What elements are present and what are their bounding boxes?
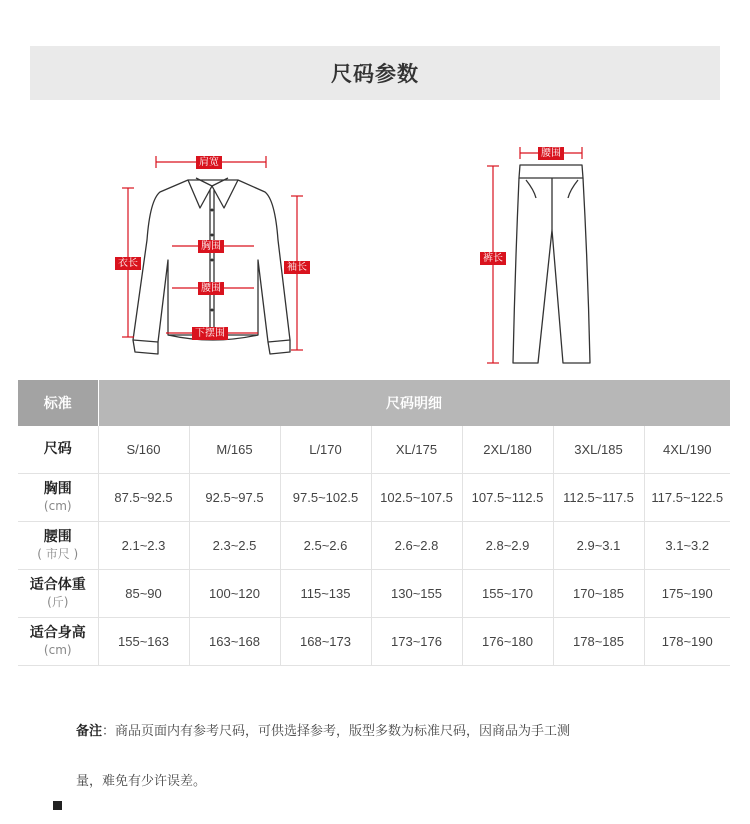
sleeve-label: 袖长	[284, 261, 310, 274]
pants-waist-label: 腰围	[538, 147, 564, 160]
table-cell: S/160	[98, 426, 189, 474]
table-cell: 176~180	[462, 618, 553, 666]
title-bar	[30, 46, 720, 100]
row-header	[18, 474, 98, 522]
table-cell: 85~90	[98, 570, 189, 618]
table-row	[18, 426, 730, 474]
table-cell: 97.5~102.5	[280, 474, 371, 522]
table-cell: 117.5~122.5	[644, 474, 730, 522]
table-cell: 175~190	[644, 570, 730, 618]
size-table	[18, 380, 731, 666]
table-cell: 2.1~2.3	[98, 522, 189, 570]
table-cell: 178~185	[553, 618, 644, 666]
row-unit: (cm)	[43, 642, 72, 657]
table-cell: 2.9~3.1	[553, 522, 644, 570]
row-header	[18, 570, 98, 618]
notes-label: 备注	[76, 724, 103, 739]
hem-label: 下摆围	[192, 327, 228, 340]
table-cell: 112.5~117.5	[553, 474, 644, 522]
shoulder-label: 肩宽	[196, 156, 222, 169]
notes-line-1	[76, 720, 570, 739]
chest-label: 胸围	[198, 240, 224, 253]
table-cell: 163~168	[189, 618, 280, 666]
table-cell: 130~155	[371, 570, 462, 618]
table-cell: 173~176	[371, 618, 462, 666]
table-cell: 155~163	[98, 618, 189, 666]
row-label: 腰围	[43, 528, 72, 545]
table-cell: 115~135	[280, 570, 371, 618]
notes-text-1: ：商品页面内有参考尺码，可供选择参考，版型多数为标准尺码，因商品为手工测	[102, 724, 571, 739]
table-cell: 170~185	[553, 570, 644, 618]
table-cell: XL/175	[371, 426, 462, 474]
table-cell: 3XL/185	[553, 426, 644, 474]
table-cell: 4XL/190	[644, 426, 730, 474]
table-row	[18, 474, 730, 522]
table-header-row	[18, 380, 730, 426]
table-cell: 100~120	[189, 570, 280, 618]
table-cell: 178~190	[644, 618, 730, 666]
table-cell: 2XL/180	[462, 426, 553, 474]
table-body	[18, 426, 730, 666]
row-unit: (斤)	[47, 594, 69, 609]
row-header	[18, 426, 98, 474]
table-row	[18, 618, 730, 666]
table-cell: 155~170	[462, 570, 553, 618]
garment-drawing	[0, 120, 750, 380]
header-detail: 尺码明细	[98, 380, 730, 426]
table-cell: 102.5~107.5	[371, 474, 462, 522]
table-cell: 2.6~2.8	[371, 522, 462, 570]
table-row	[18, 522, 730, 570]
waist-label: 腰围	[198, 282, 224, 295]
square-bullet-icon	[53, 801, 62, 810]
header-std: 标准	[18, 380, 98, 426]
notes-line-2: 量，难免有少许误差。	[76, 774, 207, 789]
table-cell: 87.5~92.5	[98, 474, 189, 522]
row-label: 尺码	[43, 441, 72, 457]
row-unit: ( 市尺 )	[37, 546, 79, 561]
table-row	[18, 570, 730, 618]
row-label: 适合体重	[29, 576, 86, 593]
table-cell: 168~173	[280, 618, 371, 666]
table-cell: 107.5~112.5	[462, 474, 553, 522]
row-header	[18, 522, 98, 570]
page-title: 尺码参数	[331, 62, 419, 86]
row-unit: (cm)	[43, 498, 72, 513]
table-cell: 2.5~2.6	[280, 522, 371, 570]
table-cell: 3.1~3.2	[644, 522, 730, 570]
table-cell: M/165	[189, 426, 280, 474]
row-label: 适合身高	[29, 624, 86, 641]
pants-length-label: 裤长	[480, 252, 506, 265]
table-cell: 92.5~97.5	[189, 474, 280, 522]
row-label: 胸围	[43, 480, 72, 497]
row-header	[18, 618, 98, 666]
length-label: 衣长	[115, 257, 141, 270]
table-cell: 2.8~2.9	[462, 522, 553, 570]
measurement-diagram	[0, 120, 750, 380]
table-cell: 2.3~2.5	[189, 522, 280, 570]
table-cell: L/170	[280, 426, 371, 474]
